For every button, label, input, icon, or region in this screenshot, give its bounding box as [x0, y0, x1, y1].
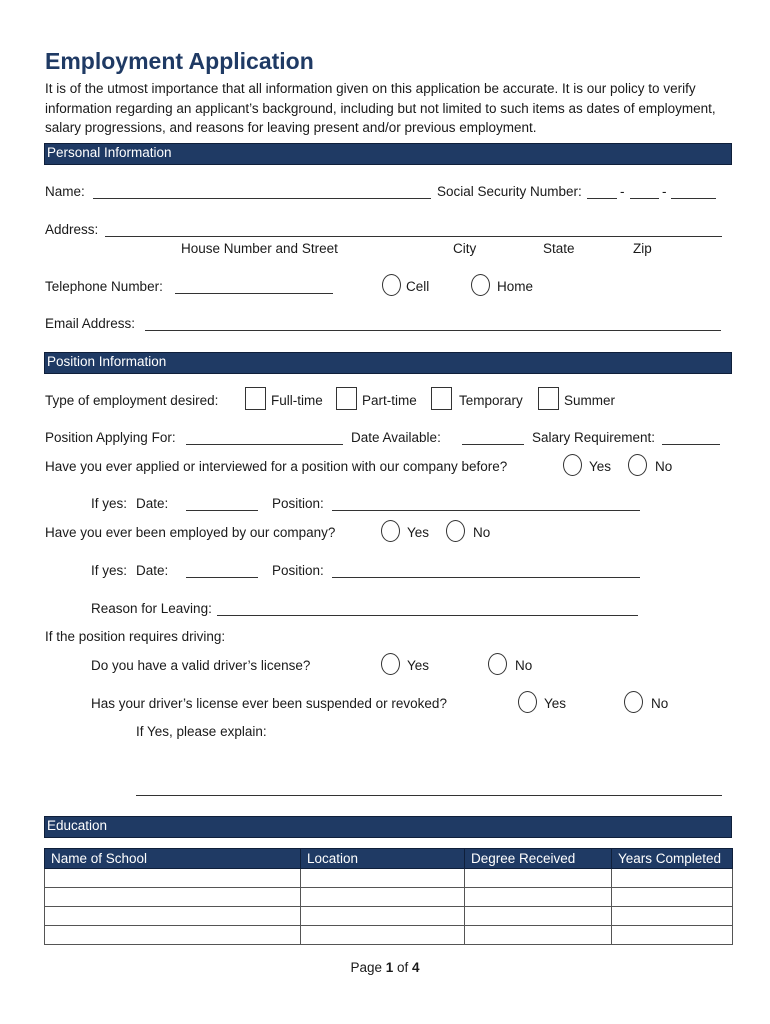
table-cell[interactable]	[301, 907, 465, 926]
address-label: Address:	[45, 222, 99, 237]
section-header-label: Education	[47, 818, 108, 833]
suspended-no-label: No	[651, 696, 669, 711]
table-row	[45, 926, 733, 945]
employed-date-label: Date:	[136, 563, 169, 578]
ssn-field-part2[interactable]	[630, 198, 659, 199]
column-header-school: Name of School	[45, 849, 301, 869]
license-question: Do you have a valid driver’s license?	[91, 658, 311, 673]
explain-field[interactable]	[136, 795, 722, 796]
column-header-location: Location	[301, 849, 465, 869]
table-cell[interactable]	[612, 869, 733, 888]
applied-position-field[interactable]	[332, 510, 640, 511]
page-title: Employment Application	[45, 48, 314, 74]
reason-leaving-label: Reason for Leaving:	[91, 601, 212, 616]
date-available-label: Date Available:	[351, 430, 441, 445]
section-header-position	[44, 352, 732, 374]
full-time-checkbox[interactable]	[245, 387, 266, 410]
temporary-checkbox[interactable]	[431, 387, 452, 410]
position-applying-label: Position Applying For:	[45, 430, 176, 445]
temporary-label: Temporary	[459, 393, 523, 408]
suspended-no-radio[interactable]	[624, 691, 643, 713]
column-header-years: Years Completed	[612, 849, 733, 869]
column-header-degree: Degree Received	[465, 849, 612, 869]
license-no-label: No	[515, 658, 533, 673]
driving-label: If the position requires driving:	[45, 629, 226, 644]
applied-yes-label: Yes	[589, 459, 612, 474]
telephone-label: Telephone Number:	[45, 279, 163, 294]
employed-yes-radio[interactable]	[381, 520, 400, 542]
license-yes-radio[interactable]	[381, 653, 400, 675]
suspended-question: Has your driver’s license ever been suspended or revoked?	[91, 696, 447, 711]
address-caption-city: City	[453, 241, 477, 256]
suspended-yes-label: Yes	[544, 696, 567, 711]
home-label: Home	[497, 279, 534, 294]
table-cell[interactable]	[612, 888, 733, 907]
email-field[interactable]	[145, 330, 721, 331]
employed-before-question: Have you ever been employed by our company?	[45, 525, 336, 540]
employed-position-field[interactable]	[332, 577, 640, 578]
name-label: Name:	[45, 184, 85, 199]
of-label: of	[397, 960, 409, 975]
ssn-separator: -	[662, 184, 667, 199]
employed-position-label: Position:	[272, 563, 324, 578]
table-cell[interactable]	[301, 926, 465, 945]
table-cell[interactable]	[612, 926, 733, 945]
telephone-field[interactable]	[175, 293, 333, 294]
page-label: Page	[350, 960, 382, 975]
table-header-row	[45, 849, 733, 869]
page-number: 1	[385, 960, 394, 975]
explain-label: If Yes, please explain:	[136, 724, 267, 739]
table-row	[45, 888, 733, 907]
table-cell[interactable]	[465, 907, 612, 926]
cell-radio[interactable]	[382, 274, 401, 296]
suspended-yes-radio[interactable]	[518, 691, 537, 713]
cell-label: Cell	[406, 279, 430, 294]
position-applying-field[interactable]	[186, 444, 343, 445]
section-header-label: Personal Information	[47, 145, 172, 160]
employed-yes-label: Yes	[407, 525, 430, 540]
date-available-field[interactable]	[462, 444, 524, 445]
applied-no-label: No	[655, 459, 673, 474]
license-no-radio[interactable]	[488, 653, 507, 675]
table-row	[45, 907, 733, 926]
salary-field[interactable]	[662, 444, 720, 445]
table-cell[interactable]	[612, 907, 733, 926]
employed-no-radio[interactable]	[446, 520, 465, 542]
table-cell[interactable]	[465, 926, 612, 945]
employed-date-field[interactable]	[186, 577, 258, 578]
ssn-field-part1[interactable]	[587, 198, 617, 199]
if-yes-label: If yes:	[91, 496, 128, 511]
table-cell[interactable]	[45, 869, 301, 888]
intro-paragraph: It is of the utmost importance that all information given on this application be accurate. It is our policy to verify information regarding an applicant’s background, including but not limited to such items as dates of employment, salary progressions, and reasons for leaving present and/or previous employment.	[45, 81, 716, 135]
applied-before-question: Have you ever applied or interviewed for a position with our company before?	[45, 459, 508, 474]
address-caption-street: House Number and Street	[181, 241, 338, 256]
table-cell[interactable]	[465, 888, 612, 907]
table-cell[interactable]	[45, 888, 301, 907]
page-total: 4	[412, 960, 420, 975]
if-yes-label: If yes:	[91, 563, 128, 578]
table-cell[interactable]	[301, 888, 465, 907]
home-radio[interactable]	[471, 274, 490, 296]
applied-date-label: Date:	[136, 496, 169, 511]
employed-no-label: No	[473, 525, 491, 540]
ssn-label: Social Security Number:	[437, 184, 582, 199]
table-cell[interactable]	[301, 869, 465, 888]
license-yes-label: Yes	[407, 658, 430, 673]
table-row	[45, 869, 733, 888]
address-field[interactable]	[105, 236, 722, 237]
applied-date-field[interactable]	[186, 510, 258, 511]
ssn-field-part3[interactable]	[671, 198, 716, 199]
name-field[interactable]	[93, 198, 431, 199]
table-cell[interactable]	[465, 869, 612, 888]
section-header-personal	[44, 143, 732, 165]
part-time-checkbox[interactable]	[336, 387, 357, 410]
part-time-label: Part-time	[362, 393, 417, 408]
email-label: Email Address:	[45, 316, 136, 331]
reason-leaving-field[interactable]	[217, 615, 638, 616]
table-cell[interactable]	[45, 926, 301, 945]
applied-yes-radio[interactable]	[563, 454, 582, 476]
section-header-education	[44, 816, 732, 838]
address-caption-zip: Zip	[633, 241, 652, 256]
page-footer	[0, 960, 770, 975]
summer-checkbox[interactable]	[538, 387, 559, 410]
full-time-label: Full-time	[271, 393, 323, 408]
section-header-label: Position Information	[47, 354, 167, 369]
applied-no-radio[interactable]	[628, 454, 647, 476]
applied-position-label: Position:	[272, 496, 324, 511]
summer-label: Summer	[564, 393, 616, 408]
employment-type-label: Type of employment desired:	[45, 393, 219, 408]
ssn-separator: -	[620, 184, 625, 199]
education-table	[44, 848, 733, 945]
table-cell[interactable]	[45, 907, 301, 926]
address-caption-state: State	[543, 241, 575, 256]
salary-label: Salary Requirement:	[532, 430, 656, 445]
